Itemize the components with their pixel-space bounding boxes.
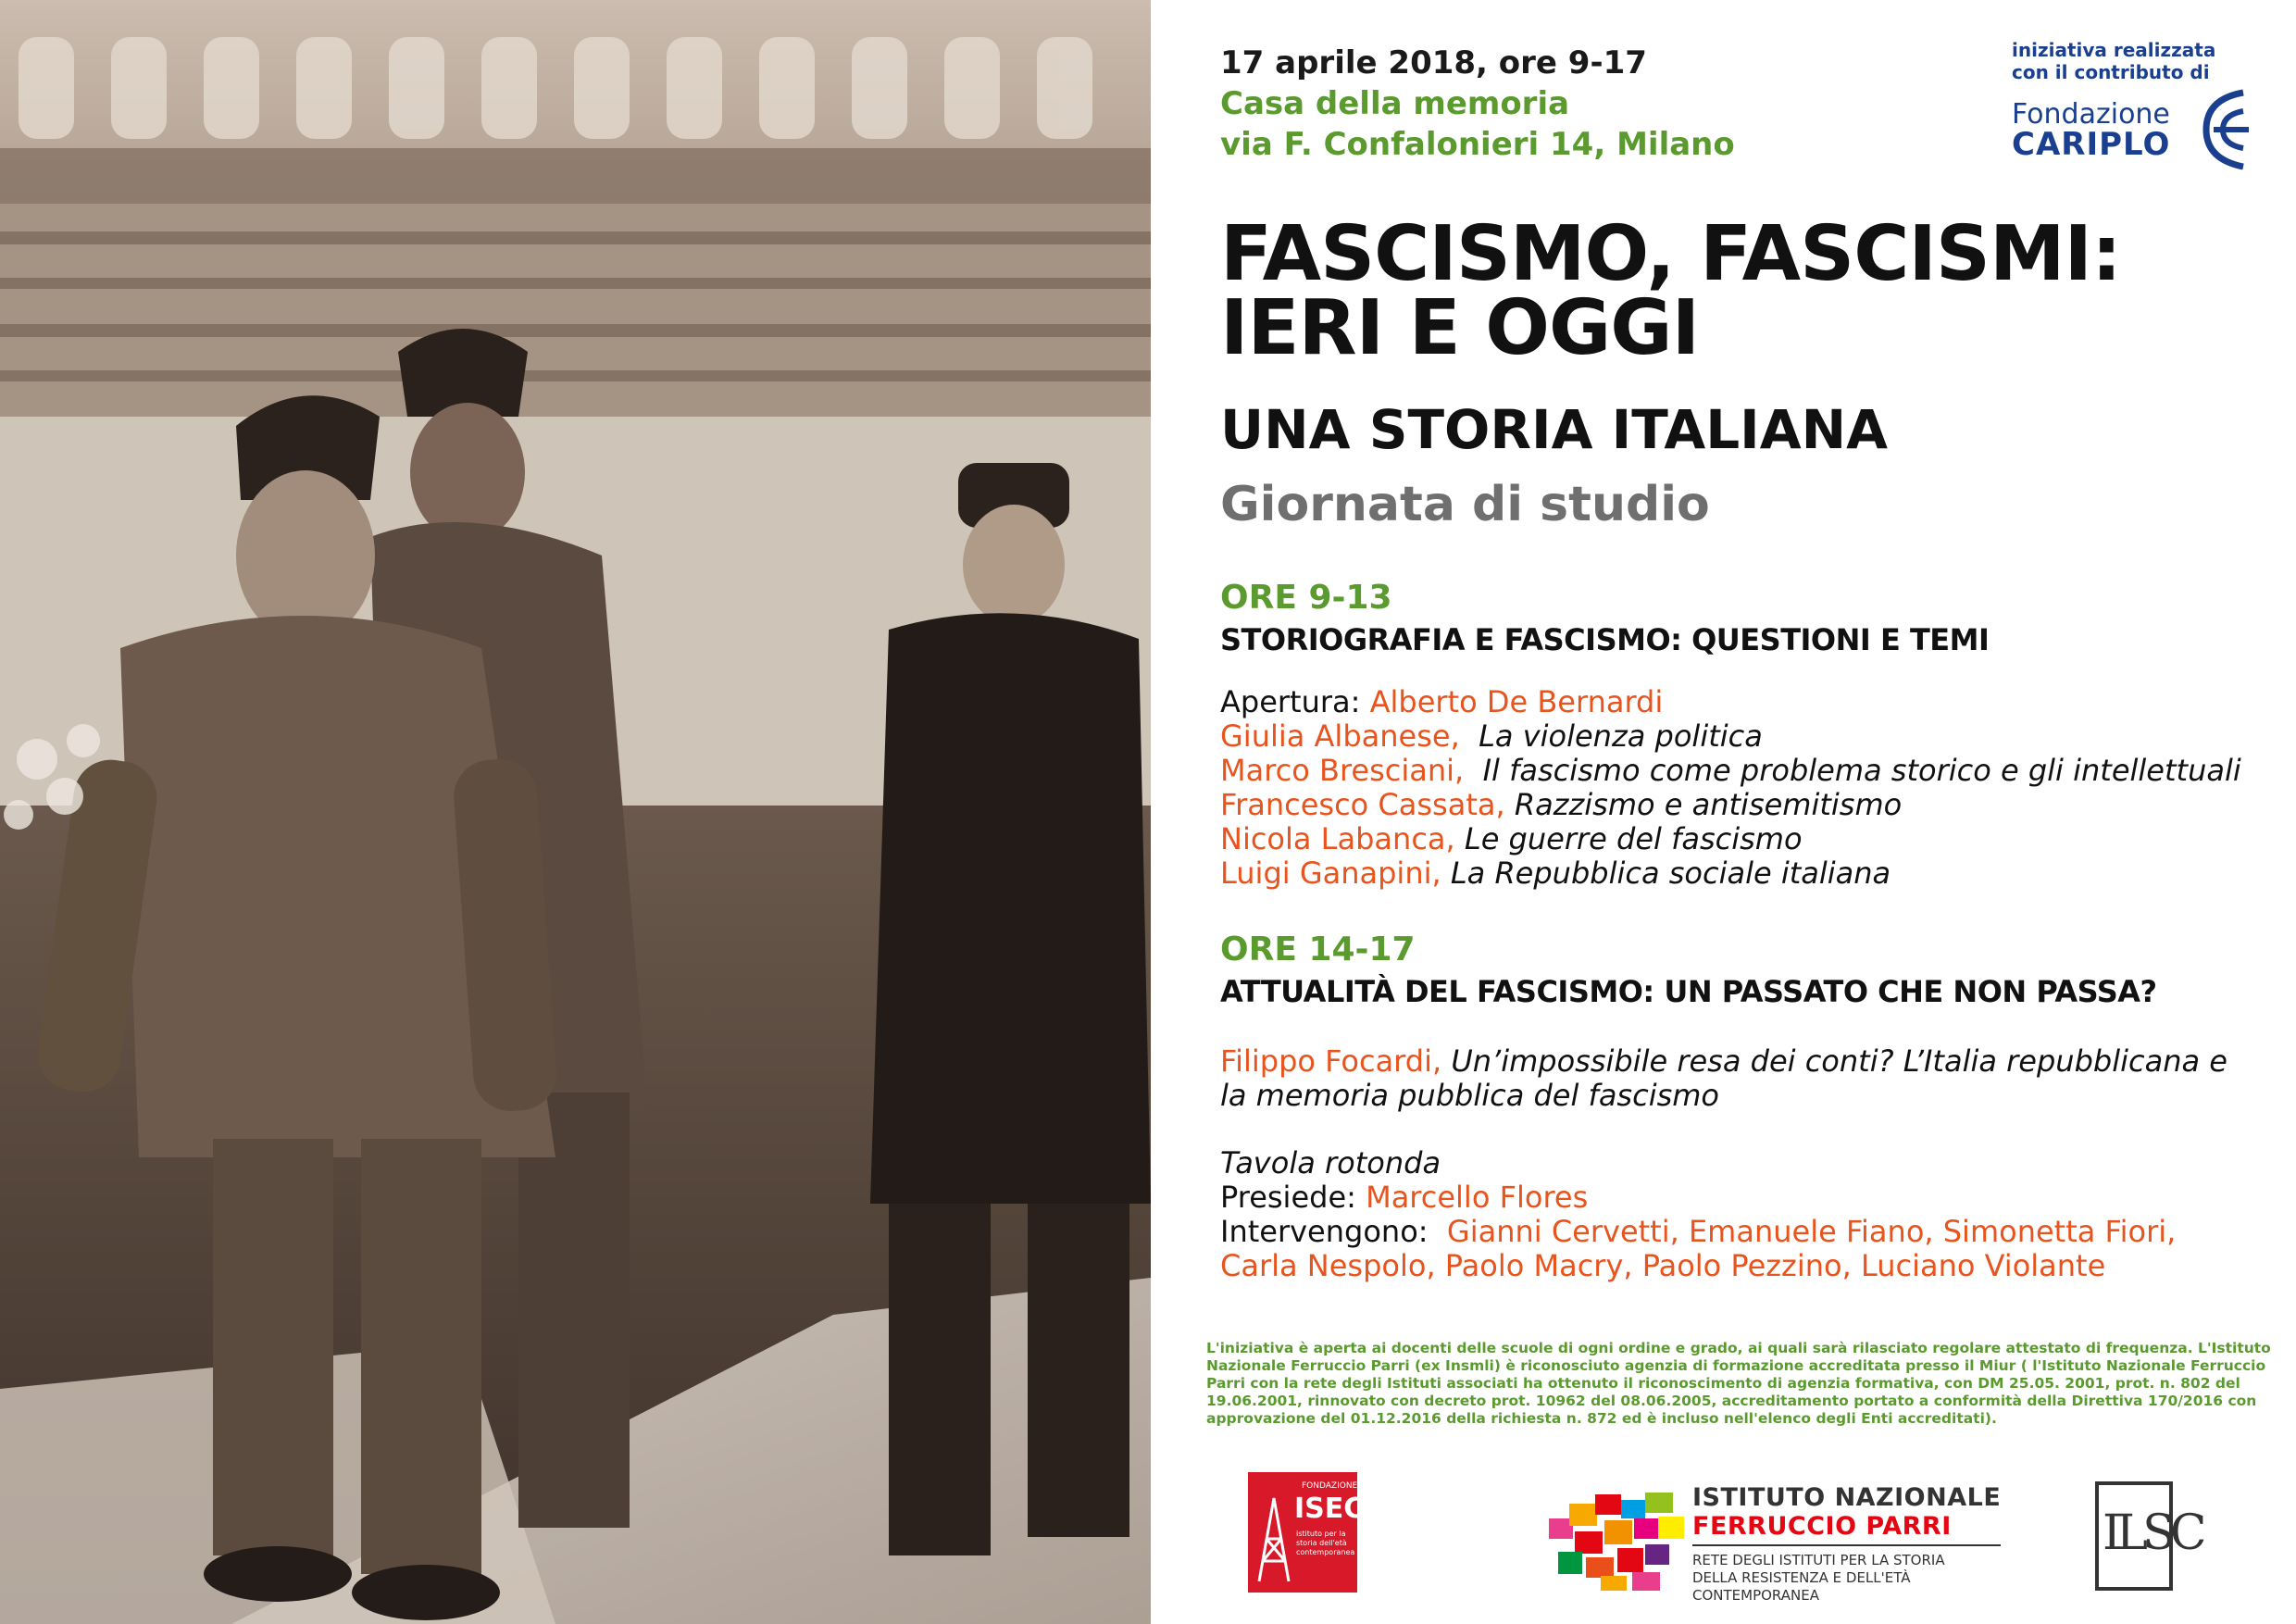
talk-title: Il fascismo come problema storico e gli intellettuali xyxy=(1482,753,2241,788)
cariplo-logo xyxy=(2012,100,2170,161)
venue-name: Casa della memoria xyxy=(1220,85,1570,122)
cariplo-name-line2: CARIPLO xyxy=(2012,126,2171,163)
parri-line1: ISTITUTO NAZIONALE xyxy=(1692,1483,2002,1512)
accreditation-note: L'iniziativa è aperta ai docenti delle scuole di ogni ordine e grado, ai quali sarà rilasciato regolare attestato di frequenza. L'Istituto Nazionale Ferruccio Parri (ex Insmli) è riconosciuto agenzia di formazione accreditata presso il Miur ( l'Istituto Nazionale Ferruccio Parri con la rete degli Istituti associati ha ottenuto il riconoscimento di agenzia formativa, con DM 25.05. 2001, prot. n. 802 del 19.06.2001, rinnovato con decreto prot. 10962 del 08.06.2005, accreditamento portato a conformità della Direttiva 170/2016 con approvazione del 01.12.2016 della richiesta n. 872 ed è incluso nell'elenco degli Enti accreditati). xyxy=(1206,1340,2271,1427)
parri-sub1: RETE DEGLI ISTITUTI PER LA STORIA xyxy=(1692,1552,1945,1568)
parri-mosaic-icon xyxy=(1549,1491,1688,1593)
talk-title-continued: la memoria pubblica del fascismo xyxy=(1220,1078,1719,1113)
talk-speaker: Giulia Albanese, xyxy=(1220,718,1460,754)
cariplo-name-line1: Fondazione xyxy=(2012,98,2170,131)
panel-label: Intervengono: xyxy=(1220,1214,1429,1249)
parri-line2: FERRUCCIO PARRI xyxy=(1692,1512,2001,1546)
isec-tower-icon xyxy=(1254,1493,1294,1585)
afternoon-topic: ATTUALITÀ DEL FASCISMO: UN PASSATO CHE NON PASSA? xyxy=(1220,974,2157,1009)
isec-subtitle: istituto per la storia dell'età contemporanea xyxy=(1296,1530,1355,1556)
talk-row xyxy=(1220,788,2241,822)
title-line2: IERI E OGGI xyxy=(1220,284,1700,372)
cariplo-emblem-icon xyxy=(2188,85,2252,174)
panel-names: Gianni Cervetti, Emanuele Fiano, Simonetta Fiori, xyxy=(1446,1214,2177,1249)
talk-speaker: Filippo Focardi, xyxy=(1220,1043,1442,1079)
talk-title: Razzismo e antisemitismo xyxy=(1514,787,1903,822)
parri-sub2: DELLA RESISTENZA E DELL'ETÀ xyxy=(1692,1569,1911,1586)
chair-row xyxy=(1220,1181,2176,1215)
talk-title: La Repubblica sociale italiana xyxy=(1450,856,1891,891)
sponsor-label-line1: iniziativa realizzata xyxy=(2012,39,2216,61)
talk-row xyxy=(1220,1044,2227,1079)
sponsor-label xyxy=(2012,39,2215,83)
talk-title: Un’impossibile resa dei conti? L’Italia repubblicana e xyxy=(1451,1043,2227,1079)
chair-name: Marcello Flores xyxy=(1366,1180,1589,1215)
opening-row xyxy=(1220,685,2241,719)
parri-logo-text xyxy=(1692,1483,2001,1605)
event-date: 17 aprile 2018, ore 9-17 xyxy=(1220,44,1647,81)
event-info-panel xyxy=(1151,0,2296,1624)
venue-address: via F. Confalonieri 14, Milano xyxy=(1220,126,1735,163)
talk-title: La violenza politica xyxy=(1479,718,1763,754)
chair-label: Presiede: xyxy=(1220,1180,1356,1215)
isec-small-text: FONDAZIONE xyxy=(1302,1481,1358,1491)
afternoon-time: ORE 14-17 xyxy=(1220,931,1416,968)
talk-row xyxy=(1220,754,2241,788)
afternoon-talk xyxy=(1220,1044,2227,1113)
isec-logo xyxy=(1248,1472,1365,1593)
talk-row xyxy=(1220,719,2241,754)
talk-row xyxy=(1220,856,2241,891)
panel-row xyxy=(1220,1215,2176,1249)
talk-speaker: Nicola Labanca, xyxy=(1220,821,1455,856)
morning-topic: STORIOGRAFIA E FASCISMO: QUESTIONI E TEMI xyxy=(1220,622,1990,657)
talk-row xyxy=(1220,822,2241,856)
morning-time: ORE 9-13 xyxy=(1220,579,1392,617)
event-venue xyxy=(1220,83,1735,165)
ilsc-logo xyxy=(2095,1481,2202,1591)
roundtable-label: Tavola rotonda xyxy=(1220,1145,1441,1181)
subtitle: UNA STORIA ITALIANA xyxy=(1220,398,1889,461)
talk-speaker: Luigi Ganapini, xyxy=(1220,856,1441,891)
morning-program xyxy=(1220,685,2241,891)
event-kind: Giornata di studio xyxy=(1220,477,1710,532)
talk-title: Le guerre del fascismo xyxy=(1464,821,1803,856)
opening-label: Apertura: xyxy=(1220,684,1361,719)
title-line1: FASCISMO, FASCISMI: xyxy=(1220,210,2121,298)
talk-speaker: Marco Bresciani, xyxy=(1220,753,1465,788)
parri-sub3: CONTEMPORANEA xyxy=(1692,1587,1819,1604)
ilsc-text: ILSC xyxy=(2103,1505,2202,1561)
panel-names-continued: Carla Nespolo, Paolo Macry, Paolo Pezzino, Luciano Violante xyxy=(1220,1248,2106,1283)
main-title xyxy=(1220,210,2121,372)
sponsor-label-line2: con il contributo di xyxy=(2012,61,2210,83)
talk-speaker: Francesco Cassata, xyxy=(1220,787,1505,822)
roundtable xyxy=(1220,1146,2176,1283)
opening-speaker: Alberto De Bernardi xyxy=(1369,684,1664,719)
isec-name: ISEC xyxy=(1294,1493,1365,1525)
